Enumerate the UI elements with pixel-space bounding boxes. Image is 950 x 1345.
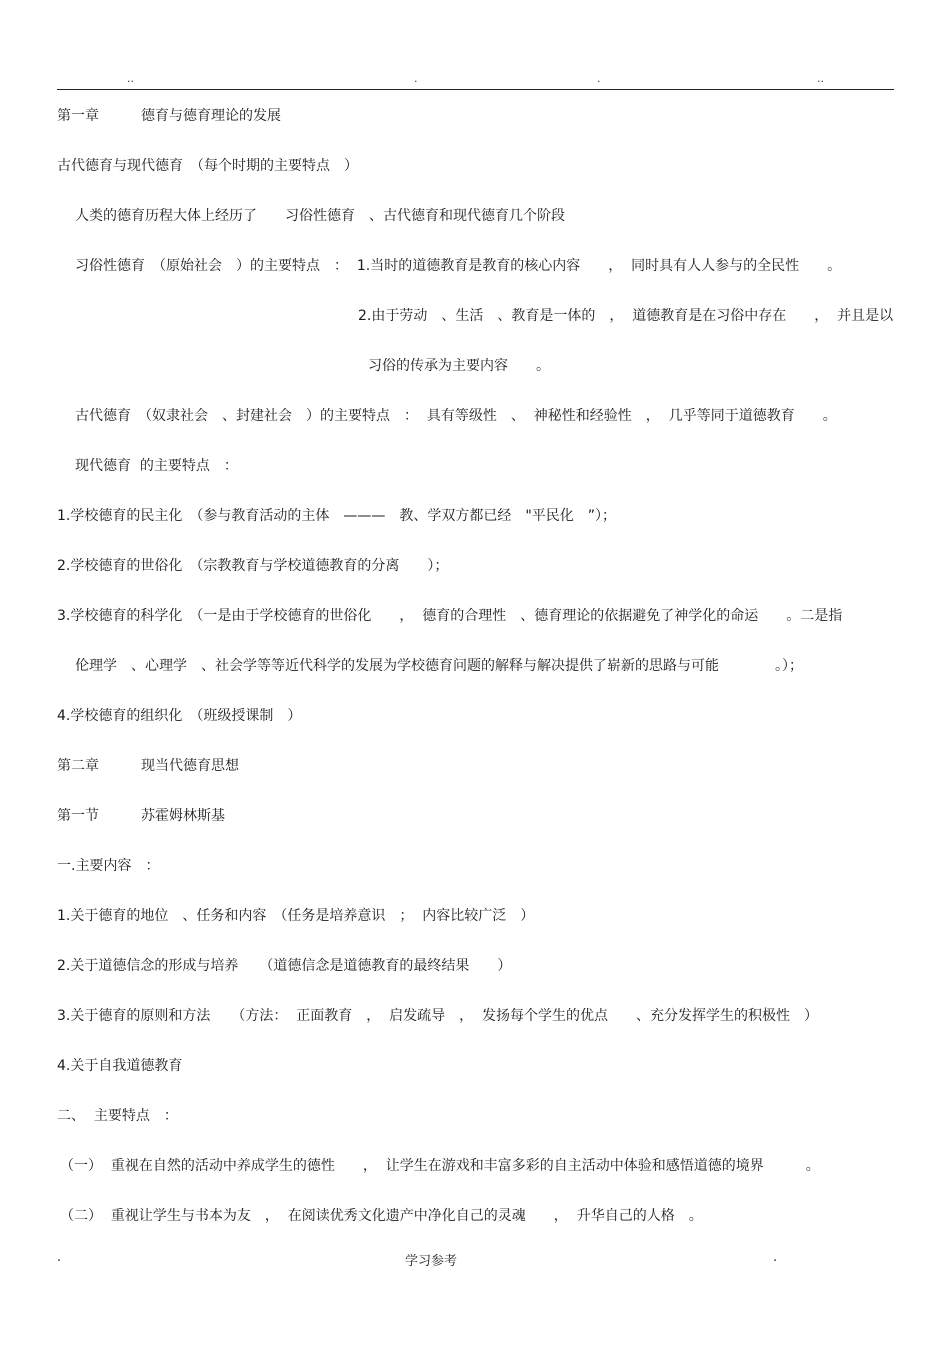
list-item: 1.关于德育的地位 、任务和内容 （任务是培养意识 ； 内容比较广泛 ） (57, 908, 535, 924)
paragraph: 现代德育 的主要特点 ： (75, 458, 238, 474)
section-heading: 古代德育与现代德育 （每个时期的主要特点 ） (57, 158, 358, 174)
paragraph: 习俗性德育 （原始社会 ）的主要特点 ： 1.当时的道德教育是教育的核心内容 ， 同时具有人人参与的全民性 。 (75, 258, 842, 274)
paragraph: 古代德育 （奴隶社会 、封建社会 ）的主要特点 ： 具有等级性 、 神秘性和经验性 ， 几乎等同于道德教育 。 (75, 408, 837, 424)
list-item: 4.学校德育的组织化 （班级授课制 ） (57, 708, 302, 724)
header-mark: .. (817, 72, 824, 85)
header-mark: . (597, 72, 601, 85)
list-item: 3.关于德育的原则和方法 （方法： 正面教育 ， 启发疏导 ， 发扬每个学生的优点 、充分发挥学生的积极性 ） (57, 1008, 819, 1024)
list-item: 1.学校德育的民主化 （参与教育活动的主体 ——— 教、学双方都已经 "平民化 ”）； (57, 508, 617, 524)
list-item-continuation: 伦理学 、心理学 、社会学等等近代科学的发展为学校德育问题的解释与解决提供了崭新的思路与可能 。）； (75, 658, 803, 674)
list-item: 2.学校德育的世俗化 （宗教教育与学校道德教育的分离 ）； (57, 558, 449, 574)
footer-right-mark: . (773, 1250, 778, 1265)
subsection-heading: 一.主要内容 ： (57, 858, 160, 874)
list-item: （二） 重视让学生与书本为友 ， 在阅读优秀文化遗产中净化自己的灵魂 ， 升华自己的人格 。 (60, 1208, 703, 1224)
header-mark: .. (127, 72, 134, 85)
list-item: 3.学校德育的科学化 （一是由于学校德育的世俗化 ， 德育的合理性 、德育理论的依据避免了神学化的命运 。二是指 (57, 608, 843, 624)
footer-left-mark: . (57, 1250, 62, 1265)
list-item: （一） 重视在自然的活动中养成学生的德性 ， 让学生在游戏和丰富多彩的自主活动中体验和感悟道德的境界 。 (60, 1158, 820, 1174)
list-item: 2.关于道德信念的形成与培养 （道德信念是道德教育的最终结果 ） (57, 958, 512, 974)
paragraph: 习俗的传承为主要内容 。 (368, 358, 550, 374)
chapter-title: 第一章 德育与德育理论的发展 (57, 108, 281, 124)
header-rule (57, 89, 894, 90)
paragraph: 人类的德育历程大体上经历了 习俗性德育 、古代德育和现代德育几个阶段 (75, 208, 565, 224)
paragraph: 2.由于劳动 、生活 、教育是一体的 ， 道德教育是在习俗中存在 ， 并且是以 (358, 308, 894, 324)
section-heading: 第一节 苏霍姆林斯基 (57, 808, 225, 824)
footer-label: 学习参考 (405, 1254, 458, 1269)
header-mark: . (414, 72, 418, 85)
chapter-title: 第二章 现当代德育思想 (57, 758, 239, 774)
subsection-heading: 二、 主要特点 ： (57, 1108, 178, 1124)
list-item: 4.关于自我道德教育 (57, 1058, 183, 1074)
